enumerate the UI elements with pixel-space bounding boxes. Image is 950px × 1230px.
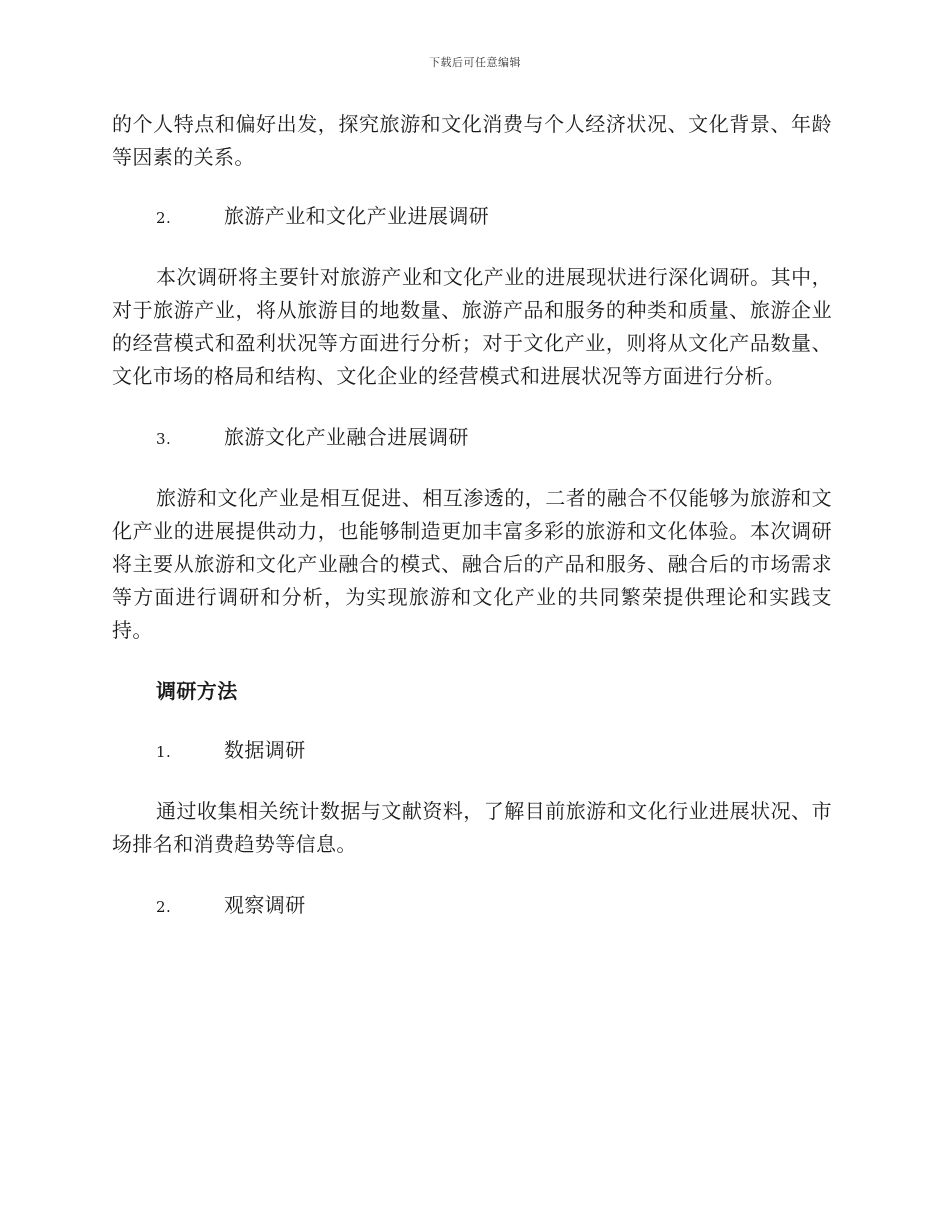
paragraph-fusion-research: 旅游和文化产业是相互促进、相互渗透的，二者的融合不仅能够为旅游和文化产业的进展提供动力，也能够制造更加丰富多彩的旅游和文化体验。本次调研将主要从旅游和文化产业融合的模式、融合后的产品和服务、融合后的市场需求等方面进行调研和分析，为实现旅游和文化产业的共同繁荣提供理论和实践支持。 xyxy=(112,486,832,642)
list-number: 3. xyxy=(156,430,172,448)
paragraph-industry-research: 本次调研将主要针对旅游产业和文化产业的进展现状进行深化调研。其中，对于旅游产业，将从旅游目的地数量、旅游产品和服务的种类和质量、旅游企业的经营模式和盈利状况等方面进行分析；对于文化产业，则将从文化产品数量、文化市场的格局和结构、文化企业的经营模式和进展状况等方面进行分析。 xyxy=(112,265,832,388)
list-item-text: 数据调研 xyxy=(224,738,306,762)
list-number: 1. xyxy=(156,743,172,761)
page-header: 下载后可任意编辑 xyxy=(429,56,521,69)
list-item-text: 旅游文化产业融合进展调研 xyxy=(224,425,469,449)
list-number: 2. xyxy=(156,898,172,916)
list-item-text: 旅游产业和文化产业进展调研 xyxy=(224,204,490,228)
paragraph-continuation: 的个人特点和偏好出发，探究旅游和文化消费与个人经济状况、文化背景、年龄等因素的关系。 xyxy=(112,112,832,169)
list-item-observation-research xyxy=(156,889,832,924)
list-item-industry-research xyxy=(156,200,832,235)
list-item-text: 观察调研 xyxy=(224,893,306,917)
list-number: 2. xyxy=(156,209,172,227)
document-body xyxy=(112,108,832,950)
list-item-data-research xyxy=(156,734,832,769)
paragraph-data-research: 通过收集相关统计数据与文献资料，了解目前旅游和文化行业进展状况、市场排名和消费趋势等信息。 xyxy=(112,799,832,856)
section-title-methods: 调研方法 xyxy=(156,679,238,703)
list-item-fusion-research xyxy=(156,421,832,456)
